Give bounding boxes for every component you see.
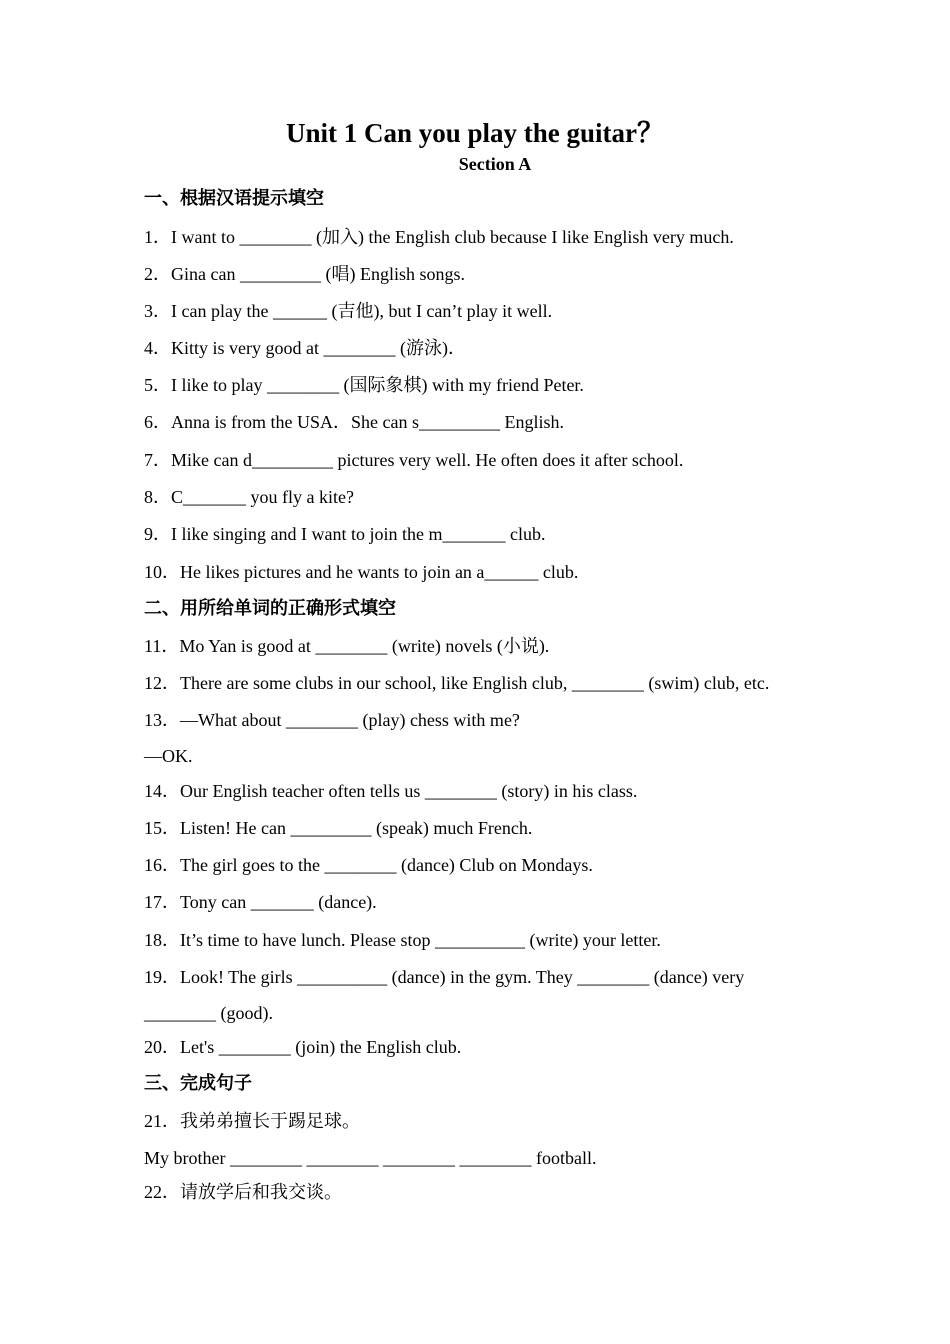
question-11: 11．Mo Yan is good at ________ (write) novels (小说). xyxy=(144,636,550,656)
question-14: 14．Our English teacher often tells us ________ (story) in his class. xyxy=(144,781,638,801)
section-subtitle: Section A xyxy=(458,154,532,174)
section-heading-1: 一、根据汉语提示填空 xyxy=(144,188,324,209)
question-9: 9．I like singing and I want to join the m_______ club. xyxy=(144,524,546,544)
answer-13-reply: —OK. xyxy=(144,746,193,766)
question-4: 4．Kitty is very good at ________ (游泳)． xyxy=(144,338,466,358)
question-16: 16．The girl goes to the ________ (dance) Club on Mondays. xyxy=(144,855,593,875)
question-8: 8．C_______ you fly a kite? xyxy=(144,487,354,507)
question-13: 13．—What about ________ (play) chess with me? xyxy=(144,710,520,730)
question-12: 12．There are some clubs in our school, like English club, ________ (swim) club, etc. xyxy=(144,673,770,693)
question-10: 10．He likes pictures and he wants to join an a______ club. xyxy=(144,562,579,582)
question-22: 22．请放学后和我交谈。 xyxy=(144,1182,342,1202)
question-19-continued: ________ (good). xyxy=(144,1003,273,1023)
question-21: 21．我弟弟擅长于踢足球。 xyxy=(144,1111,360,1131)
page-title: Unit 1 Can you play the guitar？ xyxy=(285,118,665,148)
question-1: 1．I want to ________ (加入) the English club because I like English very much. xyxy=(144,227,734,247)
section-heading-3: 三、完成句子 xyxy=(144,1073,252,1094)
question-20: 20．Let's ________ (join) the English club. xyxy=(144,1037,462,1057)
question-6: 6．Anna is from the USA．She can s_________ English. xyxy=(144,412,564,432)
question-15: 15．Listen! He can _________ (speak) much French. xyxy=(144,818,533,838)
section-heading-2: 二、用所给单词的正确形式填空 xyxy=(144,598,396,619)
question-5: 5．I like to play ________ (国际象棋) with my friend Peter. xyxy=(144,375,584,395)
question-7: 7．Mike can d_________ pictures very well. He often does it after school. xyxy=(144,450,684,470)
question-21-answer-line: My brother ________ ________ ________ ________ football. xyxy=(144,1148,597,1168)
question-19: 19．Look! The girls __________ (dance) in the gym. They ________ (dance) very xyxy=(144,967,745,987)
question-18: 18．It’s time to have lunch. Please stop __________ (write) your letter. xyxy=(144,930,661,950)
question-17: 17．Tony can _______ (dance). xyxy=(144,892,377,912)
question-3: 3．I can play the ______ (吉他), but I can’t play it well. xyxy=(144,301,553,321)
question-2: 2．Gina can _________ (唱) English songs. xyxy=(144,264,465,284)
